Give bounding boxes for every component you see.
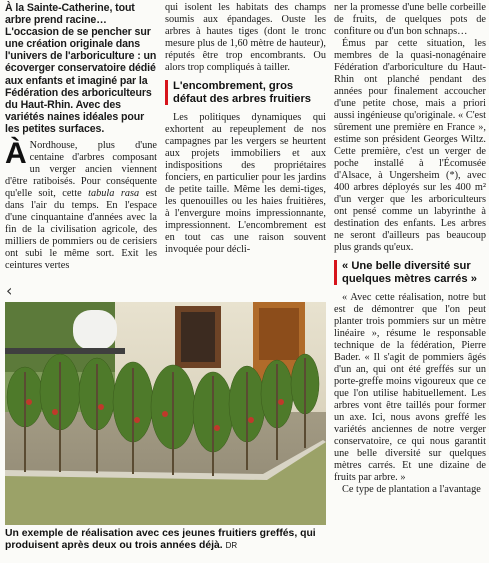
subheading-bar: [165, 80, 168, 105]
photo-caption-text: Un exemple de réalisation avec ces jeunes fruitiers greffés, qui produisent après deux ou trois années déjà.: [5, 528, 316, 552]
body-paragraph-6: « Avec cette réalisation, notre but est de démontrer que l'on peut planter trois pommiers sur un mètre linéaire », résume le responsable technique de la fédération, Pierre Bader. « Il s'agit de pommiers âgés d'un an, qui ont été greffés sur un porte-greffe moins vigoureux que ce que l'on utilise habituellement. Les arbres vont être taillés pour former un axe. Ici, nous avons greffé les variétés anciennes de notre verger conservatoire, ce qui nous garantit une belle diversité sur quelques mètres carrés. Et une dizaine de fruits par arbre. »: [334, 292, 486, 484]
subheading-text: « Une belle diversité sur quelques mètres carrés »: [342, 260, 477, 285]
article-photo: [5, 302, 326, 525]
body-paragraph-5: Émus par cette situation, les membres de la quasi-nonagénaire Fédération d'arboriculture du Haut-Rhin ont planché pendant des années pour finalement accoucher d'une petite chose, mais a priori aussi ingénieuse qu'originale. « C'est sûrement une première en France », estime son président Georges Wiltz. Cette première, c'est un verger de poche installé à l'Écomusée d'Alsace, à Ungersheim (*), avec 400 arbres déployés sur les 400 m² d'un verger que les arboriculteurs ont pensé comme un labyrinthe à destination des enfants. Les arbres ne seront d'ailleurs pas beaucoup plus grands qu'eux.: [334, 38, 486, 253]
column-3: [334, 2, 486, 496]
paragraph-1-text: Nordhouse, plus d'une centaine d'arbres composant un verger ancien viennent d'être ratiboisés. Pour conséquente qu'elle soit, cette: [5, 140, 157, 200]
column-1: [5, 2, 157, 272]
subheading-text: L'encombrement, gros défaut des arbres fruitiers: [173, 80, 312, 105]
paragraph-1-italic: tabula rasa: [88, 188, 140, 200]
drop-cap: À: [5, 137, 27, 171]
body-paragraph-3: Les politiques dynamiques qui exhortent au repeuplement de nos campagnes par les vergers se heurtent aux projets immobiliers et aux indispositions des propriétaires fonciers, en particulier pour les jardins de petite taille. Même les demi-tiges, les quenouilles ou les haies fruitières, à l'envergure moins impressionnante, impressionnent. L'encombrement est en tout cas une raison souvent invoquée pour décli-: [165, 112, 326, 256]
body-paragraph-4: ner la promesse d'une belle corbeille de fruits, de quelques pots de confiture ou d'un bon schnaps…: [334, 2, 486, 37]
body-paragraph-2: qui isolent les habitats des champs soumis aux épandages. Ouste les arbres à hautes tiges (dont le tronc mesure plus de 1,60 mètre de hauteur), réputés être trop encombrants. Ou alors trop compliqués à tailler.: [165, 2, 326, 73]
subheading-diversite: [334, 260, 486, 285]
photo-caption: [5, 528, 326, 552]
subheading-encombrement: [165, 80, 326, 105]
previous-arrow-icon[interactable]: ‹: [6, 281, 13, 300]
article-lede: À la Sainte-Catherine, tout arbre prend racine… L'occasion de se pencher sur une création originale dans l'univers de l'arboriculture : un écoverger conservatoire dédié aux enfants et imaginé par la Fédération des arboriculteurs du Haut-Rhin. Avec des variétés naines idéales pour les petites surfaces.: [5, 2, 157, 135]
orchard-photo-illustration: [5, 302, 326, 525]
body-paragraph-7: Ce type de plantation a l'avantage: [342, 484, 481, 496]
column-2: [165, 2, 326, 256]
photo-credit: DR: [225, 541, 238, 551]
body-paragraph-1: [5, 137, 158, 272]
subheading-bar: [334, 260, 337, 285]
paragraph-1-rest: est dans l'air du temps. En l'espace d'une cinquantaine d'années avec la fin de la civilisation agricole, des milliers de pommiers ou de cerisiers ont subi le même sort. Exit les ceintures vertes: [5, 188, 158, 272]
